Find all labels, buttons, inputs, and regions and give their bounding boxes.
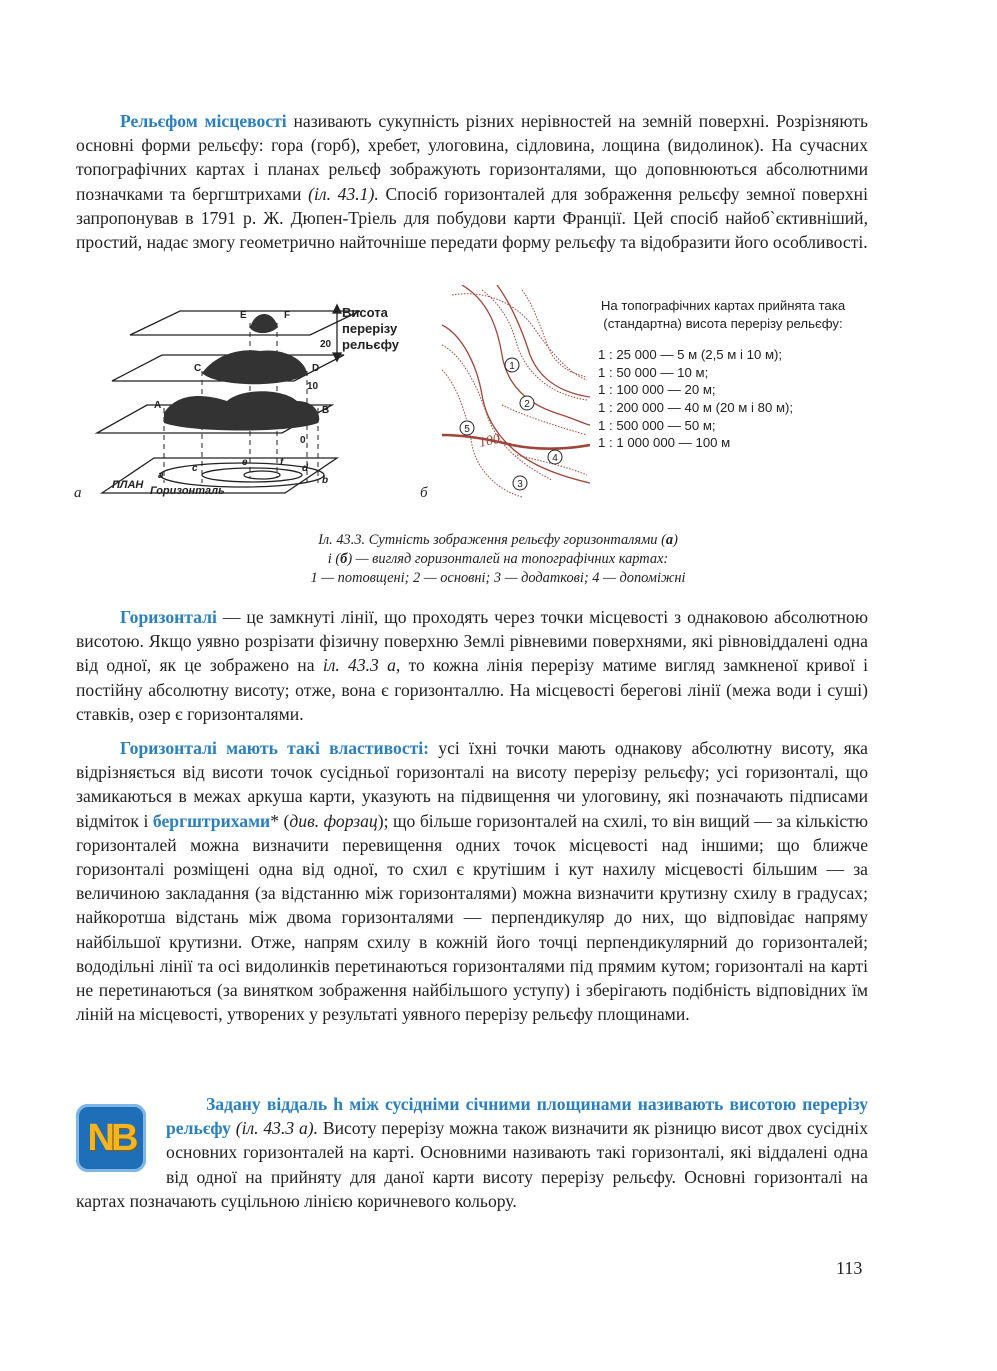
term-properties: Горизонталі мають такі властивості: <box>120 738 430 758</box>
relief-layer-top <box>250 314 278 333</box>
paragraph-section-height: Задану віддаль h між сусідніми січними площинами називають висотою перерізу рельєфу (іл. 43.3 а). Висоту перерізу можна також визначити як різницю висот двох сусідніх основних горизонталей на карті. Основними називають такі горизонталі, які віддалені одна від одної на прийняту для даної карти висоту перерізу рельєфу. Основні горизонталі на картах позначають суцільною лінією коричневого кольору. <box>76 1094 868 1211</box>
standard-row: 1 : 500 000 — 50 м; <box>598 417 716 433</box>
svg-text:D: D <box>312 363 320 374</box>
standard-row: 1 : 200 000 — 40 м (20 м і 80 м); <box>598 399 794 415</box>
figure-label-a: а <box>74 485 82 501</box>
svg-text:f: f <box>280 457 284 468</box>
svg-text:e: e <box>242 457 248 468</box>
figure-ref: (іл. 43.3 а). <box>230 1118 319 1139</box>
svg-text:C: C <box>194 363 202 374</box>
figure-label-b: б <box>420 485 428 501</box>
svg-text:d: d <box>302 463 309 474</box>
nb-icon: NB <box>76 1104 146 1172</box>
contour-map <box>442 285 590 500</box>
height-label: Висота перерізу рельєфу <box>342 305 400 352</box>
svg-text:A: A <box>154 400 162 411</box>
svg-text:E: E <box>240 310 247 321</box>
term-section-height: Задану віддаль h між сусідніми січними площинами називають висотою перерізу рельєфу <box>166 1094 868 1139</box>
svg-text:10: 10 <box>307 381 319 392</box>
svg-text:20: 20 <box>320 339 332 350</box>
standard-heights <box>588 297 858 452</box>
svg-text:B: B <box>322 405 330 416</box>
standard-row: 1 : 25 000 — 5 м (2,5 м і 10 м); <box>598 347 783 363</box>
figure-caption: Іл. 43.3. Сутність зображення рельєфу горизонталями (а) і (б) — вигляд горизонталей на топографічних картах: 1 — потовщені; 2 — основні; 3 — додаткові; 4 — допоміжні <box>310 532 686 586</box>
svg-text:3: 3 <box>517 479 523 490</box>
standard-row: 1 : 50 000 — 10 м; <box>598 364 709 380</box>
svg-text:F: F <box>284 310 291 321</box>
svg-text:2: 2 <box>524 399 530 410</box>
standard-row: 1 : 100 000 — 20 м; <box>598 382 716 398</box>
figure-ref: іл. 43.3 а <box>322 655 396 676</box>
plan-label: ПЛАН <box>112 479 144 491</box>
paragraph-properties: Горизонталі мають такі властивості: усі їхні точки мають однакову абсолютну висоту, яка відрізняється від висоти точок сусідньої горизонталі на висоту перерізу рельєфу; усі горизонталі, що замикаються в межах аркуша карти, указують на підвищення чи улоговину, які позначають підписами відміток і бергштрихами* (див. форзац); що більше горизонталей на схилі, то він вищий — за кількістю горизонталей можна визначити перевищення одних точок місцевості над іншими; що ближче горизонталі розміщені одна від одної, то схил є крутішим і кут нахилу місцевості більшим — за величиною закладання (за відстанню між горизонталями) можна визначити крутизну схилу в градусах; найкоротша відстань між двома горизонталями — перпендикуляр до них, що відповідає напряму найбільшої крутизни. Отже, напрям схилу в кожній його точці перпендикулярний до горизонталей; вододільні лінії та осі видолинків перетинаються горизонталями під прямим кутом; горизонталі на карті не перетинаються (за винятком зображення найбільшого уступу) і зберігають подібність відповідних їм ліній на місцевості, утворених у результаті уявного перерізу рельєфу площинами. <box>76 738 869 1025</box>
svg-text:c: c <box>192 463 198 474</box>
standard-row: 1 : 1 000 000 — 100 м <box>598 435 731 451</box>
svg-text:5: 5 <box>464 424 470 435</box>
horizontal-label: Горизонталь <box>150 485 225 497</box>
endpaper-ref: див. форзац <box>289 810 378 831</box>
paragraph-horizontals: Горизонталі — це замкнуті лінії, що проходять через точки місцевості з однаковою абсолютною висотою. Якщо уявно розрізати фізичну поверхню Землі рівневими поверхнями, які рівновіддалені одна від одної, як це зображено на іл. 43.3 а, то кожна лінія перерізу матиме вигляд замкненої кривої і постійну абсолютну висоту; отже, вона є горизонталлю. На місцевості берегові лінії (межа води і суші) ставків, озер є горизонталями. <box>76 607 869 724</box>
paragraph-relief-definition: Рельєфом місцевості називають сукупність різних нерівностей на земній поверхні. Розрізняють основні форми рельєфу: гора (горб), хребет, улоговина, сідловина, лощина (видолинок). На сучасних топографічних картах і планах рельєф зображують горизонталями, що доповнюються абсолютними позначками та бергштрихами (іл. 43.1). Спосіб горизонталей для зображення рельєфу земної поверхні запропонував в 1791 р. Ж. Дюпен-Тріель для побудови карти Франції. Цей спосіб найоб`єктивніший, простий, надає змогу геометрично найточніше передати форму рельєфу та відобразити його особливості. <box>76 111 868 253</box>
figure-ref: (іл. 43.1). <box>308 183 379 204</box>
svg-text:1: 1 <box>509 361 515 372</box>
svg-text:4: 4 <box>552 453 558 464</box>
term-relief: Рельєфом місцевості <box>120 111 287 131</box>
svg-text:b: b <box>322 475 329 486</box>
svg-text:0: 0 <box>300 435 306 446</box>
relief-layer-low <box>164 391 319 430</box>
term-bergstrokes: бергштрихами <box>152 810 271 831</box>
svg-text:a: a <box>158 470 164 481</box>
standard-heading: На топографічних картах прийнята така (стандартна) висота перерізу рельєфу: <box>600 298 846 331</box>
term-horizontals: Горизонталі <box>120 607 217 627</box>
contour-label-100: 100 <box>477 431 502 451</box>
page-number: 113 <box>836 1258 863 1278</box>
